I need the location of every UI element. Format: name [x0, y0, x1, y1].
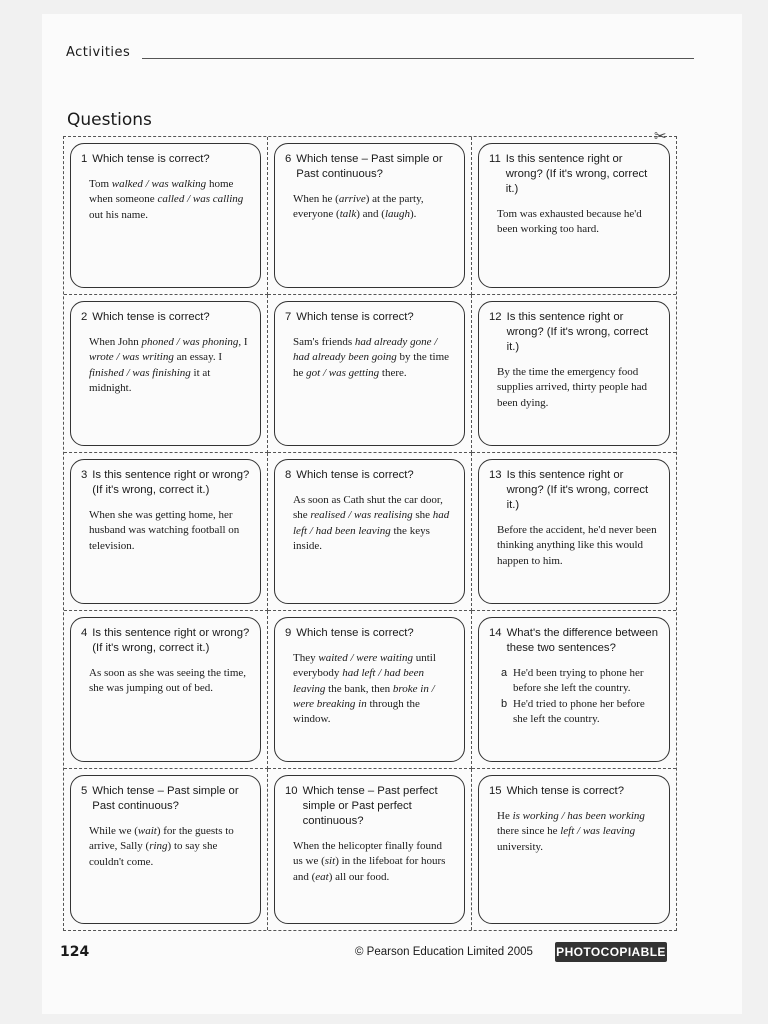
answer-choice: arrive	[338, 193, 366, 205]
question-body	[489, 523, 659, 569]
answer-choice: wait	[137, 825, 157, 837]
photocopiable-badge: PHOTOCOPIABLE	[555, 942, 667, 962]
question-number: 6	[285, 153, 292, 165]
body-text: the keys inside.	[293, 524, 430, 552]
body-text: When the helicopter finally found us we (	[293, 840, 443, 868]
card-cell	[472, 453, 676, 611]
question-number: 5	[81, 785, 88, 797]
question-card[interactable]	[70, 617, 261, 762]
answer-choice: had already gone / had already been going	[293, 336, 438, 364]
answer-choice: got / was getting	[306, 366, 380, 379]
answer-choice: laugh	[384, 208, 411, 221]
question-text: Is this sentence right or wrong? (If it's wrong, correct it.)	[92, 627, 250, 654]
question-number: 7	[285, 311, 292, 323]
question-card[interactable]	[70, 459, 261, 604]
body-text: He	[497, 810, 513, 822]
question-number: 1	[81, 153, 88, 165]
question-heading	[81, 310, 250, 325]
body-text: ) to say she couldn't come.	[89, 840, 218, 868]
answer-choice: talk	[339, 208, 357, 221]
question-number: 15	[489, 785, 502, 797]
question-number: 11	[489, 153, 501, 165]
question-card[interactable]	[70, 301, 261, 446]
page-number: 124	[60, 944, 90, 960]
body-text: ) and (	[356, 208, 385, 221]
question-number: 14	[489, 627, 502, 639]
question-card[interactable]	[274, 143, 465, 288]
body-text: through the window.	[293, 697, 420, 726]
question-heading	[285, 152, 454, 182]
body-text: As soon as she was seeing the time, she was jumping out of bed.	[89, 667, 247, 695]
question-body	[81, 824, 250, 870]
question-body	[285, 192, 454, 223]
question-text: Which tense – Past perfect simple or Past perfect continuous?	[302, 785, 438, 827]
question-text: Is this sentence right or wrong? (If it's wrong, correct it.)	[505, 153, 648, 195]
body-text: By the time the emergency food supplies arrived, thirty people had been dying.	[497, 366, 647, 409]
question-body	[285, 651, 454, 727]
answer-choice: sit	[324, 855, 336, 868]
answer-choice: wrote / was writing	[89, 351, 174, 364]
card-cell	[472, 769, 676, 930]
body-text: ) in the lifeboat for hours and (	[293, 855, 446, 883]
body-text: until everybody	[293, 652, 436, 680]
question-heading	[489, 468, 659, 513]
page-title: Questions	[67, 110, 152, 130]
question-heading	[81, 152, 250, 167]
question-heading	[81, 468, 250, 498]
sentence-option	[497, 697, 659, 728]
body-text: When she was getting home, her husband was watching football on television.	[89, 509, 240, 552]
body-text: ) all our food.	[328, 870, 390, 883]
question-heading	[285, 468, 454, 483]
question-body	[81, 177, 250, 223]
question-number: 2	[81, 311, 88, 323]
question-text: What's the difference between these two sentences?	[506, 627, 658, 654]
question-heading	[81, 626, 250, 656]
question-body	[489, 666, 659, 727]
card-cell	[472, 137, 676, 295]
body-text: They	[293, 652, 319, 664]
question-text: Which tense – Past simple or Past continuous?	[296, 153, 443, 180]
question-number: 12	[489, 311, 502, 323]
copyright-notice: © Pearson Education Limited 2005	[355, 946, 533, 958]
body-text: Before the accident, he'd never been thinking anything like this would happen to him.	[497, 524, 657, 567]
body-text: When John	[89, 336, 142, 348]
question-card[interactable]	[274, 459, 465, 604]
answer-choice: called / was calling	[157, 193, 244, 206]
question-body	[489, 207, 659, 238]
question-card[interactable]	[478, 775, 670, 924]
body-text: by the time he	[293, 351, 450, 379]
body-text: she	[412, 509, 433, 522]
card-cell	[64, 295, 268, 453]
question-body	[285, 839, 454, 885]
question-number: 3	[81, 469, 88, 481]
body-text: ) at the party, everyone (	[293, 193, 424, 221]
question-body	[285, 493, 454, 554]
question-text: Which tense is correct?	[92, 153, 210, 165]
answer-choice: ring	[149, 840, 168, 853]
question-card[interactable]	[478, 617, 670, 762]
card-cell	[64, 453, 268, 611]
question-text: Which tense is correct?	[296, 311, 414, 323]
option-text: He'd been trying to phone her before she left the country.	[513, 667, 644, 695]
answer-choice: left / was leaving	[560, 825, 636, 838]
question-heading	[489, 152, 659, 197]
question-body	[489, 809, 659, 855]
card-cell	[64, 611, 268, 769]
body-text: , I	[238, 336, 248, 348]
question-heading	[285, 784, 454, 829]
section-header-label: Activities	[66, 45, 131, 60]
question-card[interactable]	[478, 301, 670, 446]
question-card[interactable]	[70, 143, 261, 288]
body-text: there.	[379, 366, 407, 379]
option-letter: a	[501, 667, 508, 679]
question-number: 10	[285, 785, 298, 797]
card-cell	[268, 611, 472, 769]
question-text: Is this sentence right or wrong? (If it's wrong, correct it.)	[506, 311, 649, 353]
body-text: Tom	[89, 178, 112, 190]
body-text: Tom was exhausted because he'd been working too hard.	[497, 208, 642, 236]
question-body	[81, 335, 250, 396]
card-cell	[64, 769, 268, 930]
sentence-option	[497, 666, 659, 697]
question-number: 4	[81, 627, 88, 639]
body-text: university.	[497, 840, 544, 853]
answer-choice: realised / was realising	[310, 509, 413, 522]
answer-choice: is working / has been working	[512, 810, 645, 822]
question-heading	[81, 784, 250, 814]
answer-choice: eat	[315, 870, 329, 883]
question-card[interactable]	[274, 301, 465, 446]
card-cell	[472, 611, 676, 769]
question-body	[285, 335, 454, 381]
card-cell	[268, 137, 472, 295]
body-text: it at midnight.	[89, 366, 211, 394]
question-body	[81, 666, 250, 697]
question-text: Is this sentence right or wrong? (If it's wrong, correct it.)	[506, 469, 649, 511]
question-text: Is this sentence right or wrong? (If it's wrong, correct it.)	[92, 469, 250, 496]
question-number: 9	[285, 627, 292, 639]
scissors-icon: ✂	[654, 127, 667, 145]
question-text: Which tense is correct?	[92, 311, 210, 323]
question-heading	[489, 626, 659, 656]
question-text: Which tense – Past simple or Past continuous?	[92, 785, 239, 812]
question-number: 13	[489, 469, 502, 481]
answer-choice: finished / was finishing	[89, 366, 191, 379]
body-text: When he (	[293, 193, 339, 205]
question-body	[489, 365, 659, 411]
header-rule	[142, 58, 694, 59]
question-body	[81, 508, 250, 554]
body-text: Sam's friends	[293, 336, 355, 348]
body-text: ) for the guests to arrive, Sally (	[89, 825, 234, 853]
question-text: Which tense is correct?	[506, 785, 624, 797]
question-card[interactable]	[274, 617, 465, 762]
answer-choice: walked / was walking	[111, 178, 207, 190]
answer-choice: had left / had been leaving	[293, 509, 450, 537]
body-text: ).	[410, 208, 417, 221]
body-text: While we (	[89, 825, 138, 837]
card-cell	[268, 769, 472, 930]
question-text: Which tense is correct?	[296, 469, 414, 481]
body-text: home when someone	[89, 178, 234, 206]
body-text: there since he	[497, 825, 561, 838]
body-text: an essay. I	[173, 351, 223, 364]
card-cell	[472, 295, 676, 453]
question-heading	[285, 626, 454, 641]
question-number: 8	[285, 469, 292, 481]
answer-choice: had left / had been leaving	[293, 667, 425, 695]
answer-choice: waited / were waiting	[318, 652, 413, 664]
question-card[interactable]	[70, 775, 261, 924]
option-letter: b	[501, 697, 508, 710]
body-text: the bank, then	[325, 682, 393, 695]
question-card[interactable]	[478, 143, 670, 288]
option-text: He'd tried to phone her before she left the country.	[513, 697, 645, 725]
body-text: out his name.	[89, 208, 148, 221]
card-cell	[268, 295, 472, 453]
question-heading	[489, 310, 659, 355]
body-text: As soon as Cath shut the car door, she	[293, 494, 443, 522]
question-card[interactable]	[274, 775, 465, 924]
question-card[interactable]	[478, 459, 670, 604]
question-heading	[489, 784, 659, 799]
answer-choice: broke in / were breaking in	[293, 682, 435, 710]
question-heading	[285, 310, 454, 325]
card-cell	[268, 453, 472, 611]
card-cell	[64, 137, 268, 295]
question-text: Which tense is correct?	[296, 627, 414, 639]
answer-choice: phoned / was phoning	[141, 336, 239, 348]
question-card-grid	[63, 136, 677, 931]
